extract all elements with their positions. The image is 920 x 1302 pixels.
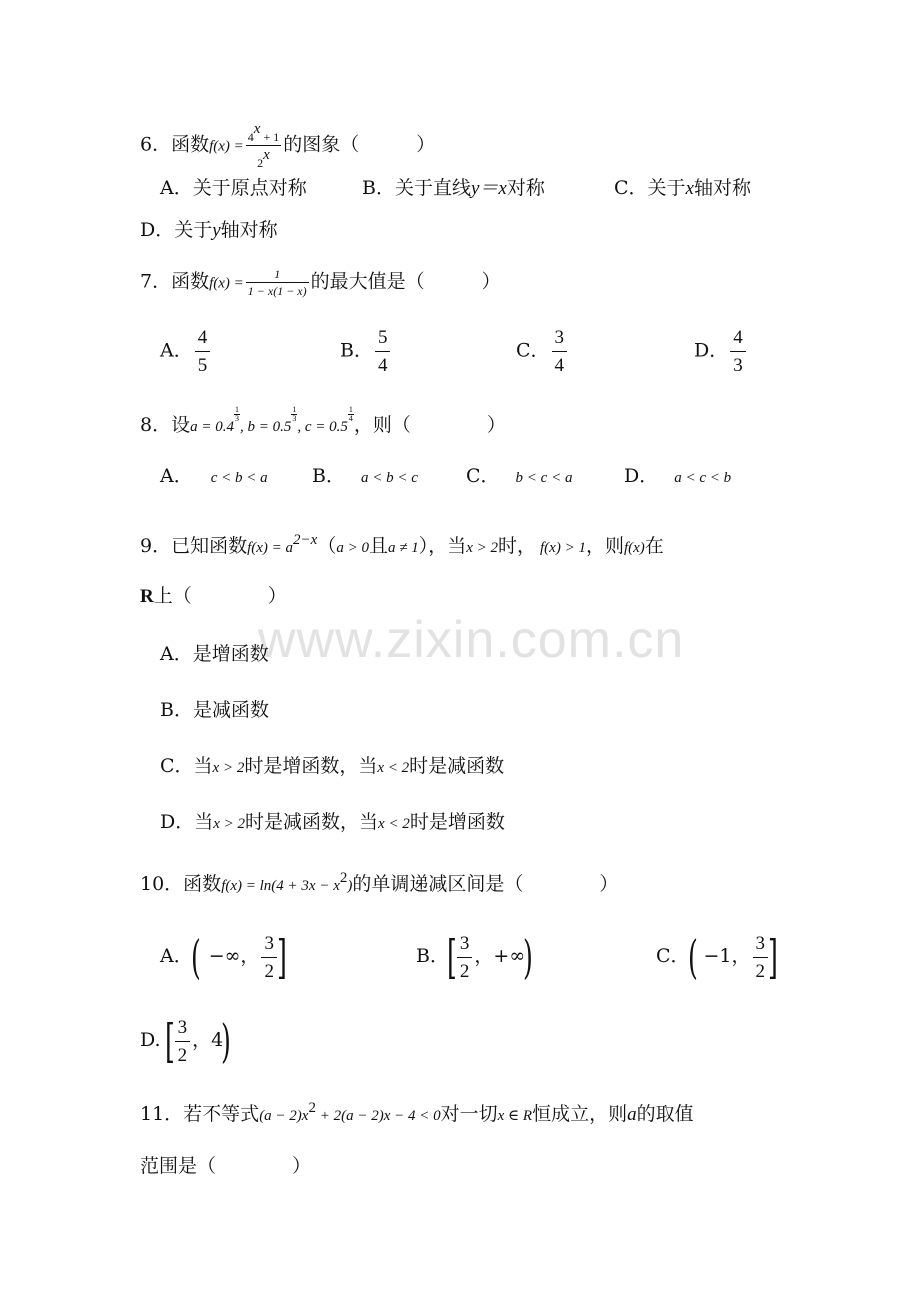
q7-frac-den: 1 − x(1 − x) (247, 284, 307, 298)
q7-text-after: 的最大值是（ ） (310, 270, 501, 293)
q10-option-d-right: ，4 (192, 1029, 224, 1051)
q8-c: , c = 0.5 (297, 419, 348, 435)
q7-number: 7．函数 (140, 270, 210, 293)
q11-post2: 的取值 (636, 1103, 694, 1125)
q7-option-b (340, 328, 392, 375)
q9-option-c-pre: C．当 (160, 755, 213, 777)
q8-b-exp-den: 3 (292, 414, 297, 423)
q10-option-c (656, 928, 776, 988)
question-11 (140, 1096, 694, 1128)
q9-then: ，则 (585, 535, 624, 557)
q7-option-b-den: 4 (377, 355, 388, 376)
q9-line2-post: 上（ ） (153, 585, 287, 607)
q10-option-c-left: −1， (703, 945, 751, 967)
q8-option-c (466, 464, 572, 490)
q9-option-d-m2: x < 2 (378, 816, 410, 832)
q10-option-b-num: 3 (457, 934, 473, 958)
q8-option-b-math: a < b < c (360, 470, 418, 486)
q9-when-post: 时， (498, 535, 537, 557)
q7-option-b-frac (375, 328, 391, 375)
q8-b-exp-num: 1 (292, 405, 297, 414)
q7-option-b-num: 5 (375, 328, 391, 352)
q10-option-a-rbracket: ] (276, 930, 287, 984)
q10-option-d-lbracket: [ (164, 1014, 175, 1068)
q8-option-d-math: a < c < b (674, 470, 732, 486)
q8-option-b (312, 464, 418, 490)
q6-option-b-post: 对称 (506, 177, 545, 199)
q9-option-d-pre: D．当 (160, 811, 214, 833)
q10-option-c-label: C． (656, 945, 690, 967)
q10-option-b-frac (457, 934, 473, 981)
q10-text-after: 的单调递减区间是（ ） (352, 873, 619, 895)
q9-func: f(x) = a (247, 540, 294, 556)
q7-option-d-frac (730, 328, 746, 375)
q9-cond-close: ），当 (418, 535, 467, 557)
q6-option-d-pre: D．关于 (140, 219, 213, 241)
q9-option-a: A．是增函数 (160, 643, 269, 665)
q10-option-b-right: ，+∞ (474, 945, 526, 967)
q7-option-a-den: 5 (197, 355, 208, 376)
q6-fraction (246, 122, 281, 169)
q8-c-exp-num: 1 (348, 405, 353, 414)
q10-func-close: ) (347, 878, 353, 894)
q11-number: 11．若不等式 (140, 1103, 260, 1125)
q6-frac-den: 2 (257, 156, 264, 170)
q6-frac-num: 4 (247, 130, 254, 144)
q9-line-2 (140, 584, 287, 609)
q10-option-c-rbracket: ] (768, 930, 778, 984)
q10-option-a-num: 3 (261, 934, 277, 958)
q6-option-b-pre: B．关于直线 (362, 177, 471, 199)
q6-option-b-math: y＝x (470, 178, 507, 199)
q7-option-c (516, 328, 569, 375)
q10-option-d-frac (175, 1018, 191, 1065)
q10-option-d-rparen: ) (221, 1014, 232, 1068)
q10-option-c-frac (753, 934, 769, 981)
q10-option-d-label: D. (140, 1029, 161, 1051)
q10-option-c-num: 3 (753, 934, 769, 958)
q9-option-d-post: 时是增函数 (409, 811, 505, 833)
q11-expr: (a − 2)x (259, 1108, 309, 1124)
q7-option-b-label: B． (340, 339, 373, 362)
q7-option-c-label: C． (516, 339, 550, 362)
q6-frac-den-exp: x (263, 147, 270, 163)
q9-fx: f(x) (623, 540, 645, 556)
q6-option-b (362, 176, 545, 201)
q7-option-c-num: 3 (552, 328, 568, 352)
q9-option-d (160, 810, 505, 836)
q8-option-a-math: c < b < a (210, 470, 268, 486)
q10-option-a (160, 928, 285, 988)
q9-when: x > 2 (466, 540, 498, 556)
q7-frac-num: 1 (246, 268, 309, 283)
q8-option-c-label: C． (466, 465, 500, 487)
q9-cond-open: （ (317, 535, 337, 557)
q7-option-d (694, 328, 748, 375)
q8-a-exp-num: 1 (234, 405, 239, 414)
q9-option-d-m1: x > 2 (213, 816, 246, 832)
q9-func-exp: 2−x (293, 532, 318, 548)
q6-option-c (614, 176, 751, 201)
q9-option-c-m1: x > 2 (212, 760, 245, 776)
q9-option-d-mid: 时是减函数，当 (245, 811, 379, 833)
q9-option-b: B．是减函数 (160, 699, 269, 721)
q6-text-after: 的图象（ ） (283, 133, 436, 156)
q10-option-a-frac (261, 934, 277, 981)
q10-option-a-den: 2 (264, 960, 274, 982)
q9-cond-and: 且 (368, 535, 388, 557)
q9-option-c-post: 时是减函数 (409, 755, 505, 777)
q6-option-a: A．关于原点对称 (160, 177, 307, 199)
watermark: www.zixin.com.cn (258, 611, 685, 669)
q6-option-c-pre: C．关于 (614, 177, 686, 199)
q11-var: a (627, 1104, 637, 1125)
q6-option-d (140, 218, 278, 243)
q9-at: 在 (644, 535, 664, 557)
q6-frac-num-tail: + 1 (263, 130, 280, 144)
q8-b: , b = 0.5 (239, 419, 292, 435)
q7-option-a-frac (195, 328, 211, 375)
q10-option-d-den: 2 (177, 1044, 188, 1066)
q6-number: 6．函数 (140, 133, 210, 156)
q8-option-a (160, 464, 268, 490)
q10-option-c-lparen: ( (687, 930, 698, 984)
q10-number: 10．函数 (140, 873, 222, 895)
question-6 (140, 122, 435, 169)
q10-option-a-left: −∞， (208, 945, 260, 967)
q7-option-a-num: 4 (195, 328, 211, 352)
q11-mid: 对一切 (440, 1103, 498, 1125)
q6-frac-num-exp: x (253, 121, 261, 137)
q10-option-d (140, 1012, 232, 1072)
q9-number: 9．已知函数 (140, 535, 248, 557)
q8-option-b-label: B． (312, 465, 345, 487)
q9-R: R (140, 586, 154, 607)
q10-option-b-label: B． (416, 945, 449, 967)
question-7 (140, 268, 501, 297)
q8-number: 8．设 (140, 414, 191, 436)
q9-option-c-m2: x < 2 (377, 760, 410, 776)
q6-option-d-math: y (212, 220, 221, 241)
q9-cond-b: a ≠ 1 (387, 540, 419, 556)
q8-option-d-label: D． (624, 465, 659, 487)
q9-option-c (160, 754, 504, 780)
q10-func-exp: 2 (339, 870, 348, 886)
q6-option-d-post: 轴对称 (220, 219, 278, 241)
q8-option-a-label: A． (160, 465, 193, 487)
q7-option-c-frac (552, 328, 568, 375)
q6-func-lhs: f(x) = (209, 138, 244, 155)
q7-func-lhs: f(x) = (209, 275, 244, 292)
q7-option-d-den: 3 (733, 355, 743, 376)
q10-option-b (416, 928, 534, 988)
q8-a-exp-den: 3 (234, 414, 239, 423)
q7-option-d-label: D． (694, 339, 729, 362)
question-9 (140, 528, 664, 560)
q6-option-c-post: 轴对称 (693, 177, 751, 199)
q10-func: f(x) = ln(4 + 3x − x (221, 878, 340, 894)
q8-option-c-math: b < c < a (515, 470, 573, 486)
q7-option-c-den: 4 (554, 355, 565, 376)
question-8 (140, 406, 506, 439)
q8-text-after: ，则（ ） (353, 414, 506, 436)
q10-option-a-lparen: ( (190, 930, 201, 984)
q9-fx-gt: f(x) > 1 (540, 540, 586, 556)
q7-option-a-label: A． (160, 339, 193, 362)
q6-option-c-math: x (685, 178, 694, 199)
q10-option-d-num: 3 (175, 1018, 191, 1042)
q9-cond-a: a > 0 (336, 540, 369, 556)
q10-option-b-den: 2 (459, 960, 470, 982)
q11-expr-tail: + 2(a − 2)x − 4 < 0 (315, 1108, 441, 1124)
q10-option-b-rparen: ) (523, 930, 534, 984)
q11-line-2: 范围是（ ） (140, 1155, 312, 1177)
q10-option-b-lbracket: [ (447, 930, 457, 984)
q8-a: a = 0.4 (190, 419, 234, 435)
question-10 (140, 866, 618, 898)
q9-option-c-mid: 时是增函数，当 (244, 755, 378, 777)
q10-option-c-den: 2 (755, 960, 766, 982)
q11-dom: x ∈ R (497, 1108, 533, 1124)
q10-option-a-label: A． (160, 945, 193, 967)
q7-fraction (246, 268, 309, 297)
q7-option-d-num: 4 (730, 328, 746, 352)
q8-option-d (624, 464, 731, 490)
q8-c-exp-den: 4 (348, 414, 353, 423)
q11-post: 恒成立，则 (532, 1103, 628, 1125)
q7-option-a (160, 328, 212, 375)
q11-expr-exp: 2 (308, 1100, 316, 1116)
